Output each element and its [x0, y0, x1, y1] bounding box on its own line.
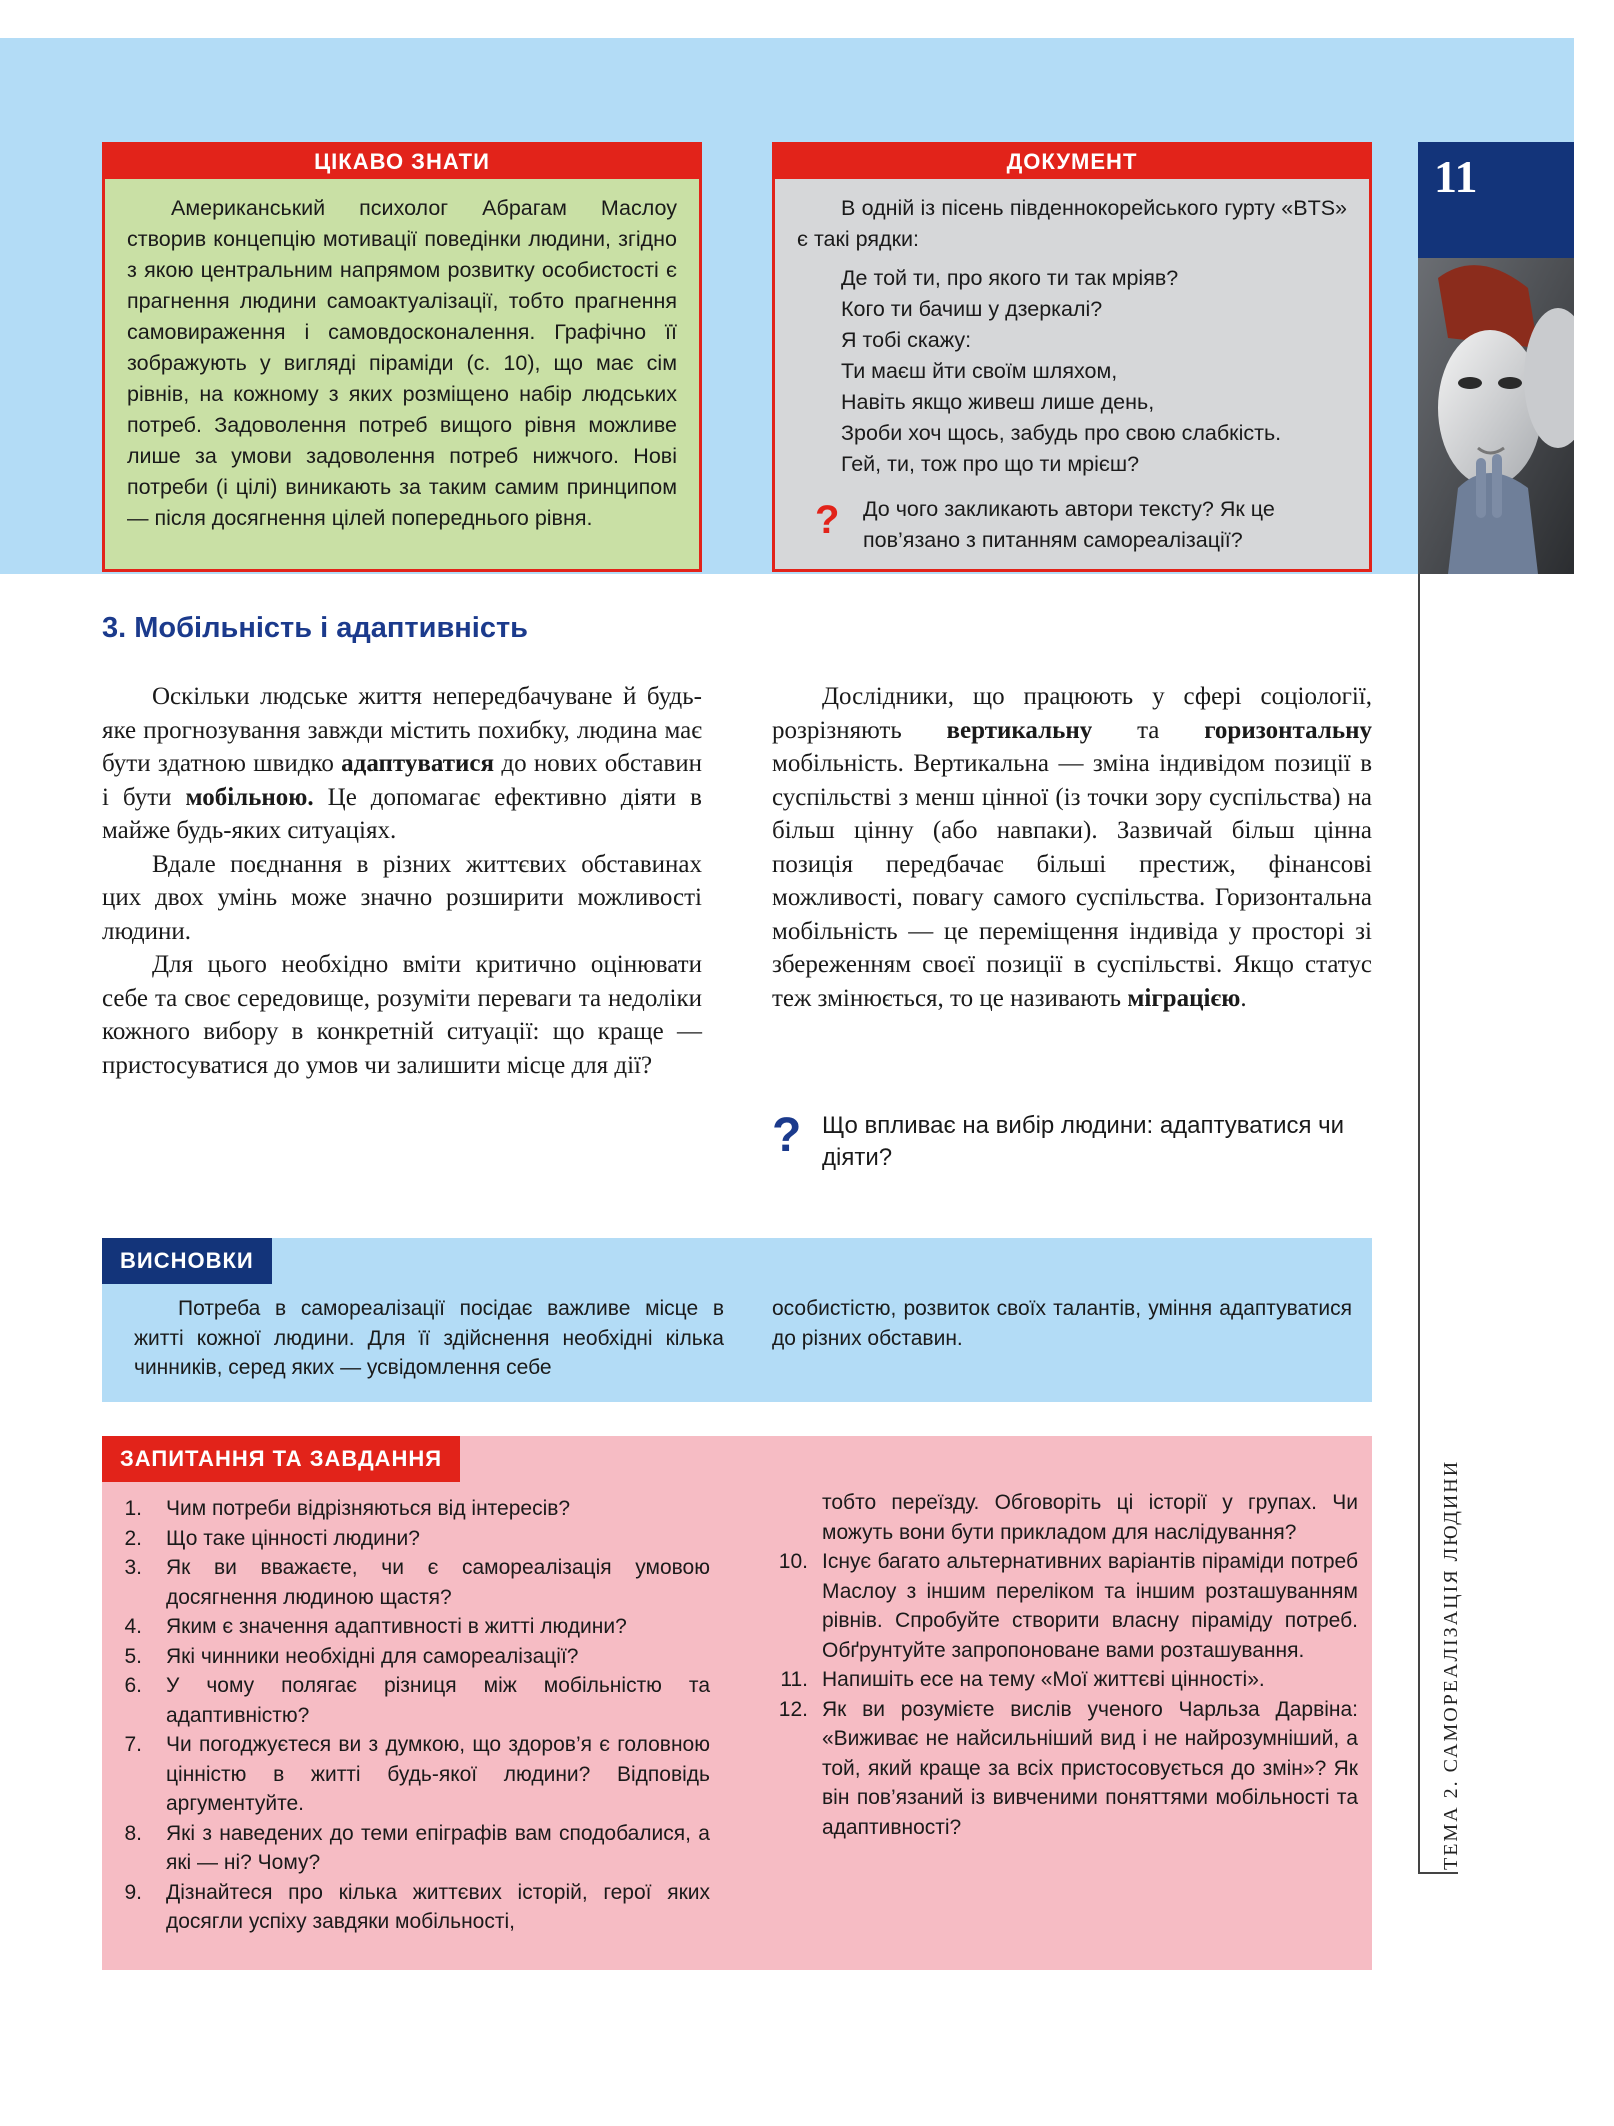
task-item: 10. Існує багато альтернативних варіантів піраміди потреб Маслоу з іншим переліком та іншим розташуванням рівнів. Спробуйте створити власну піраміду потреб. Обґрунтуйте запропоноване вами розташування.	[778, 1550, 1358, 1662]
lyric-line: Де той ти, про якого ти так мріяв?	[841, 266, 1179, 290]
term-adapt: адаптуватися	[341, 750, 495, 777]
left-paragraph-3: Для цього необхідно вміти критично оцінювати себе та своє середовище, розуміти переваги та недоліки кожного вибору в конкретній ситуації: що краще — пристосуватися до умов чи залишити місце для дії?	[102, 951, 702, 1079]
page-number: 11	[1434, 151, 1478, 202]
lyric-line: Ти маєш йти своїм шляхом,	[841, 359, 1118, 383]
interest-box-title: ЦІКАВО ЗНАТИ	[105, 145, 699, 179]
task-item: 6. У чому полягає різниця між мобільністю та адаптивністю?	[124, 1674, 710, 1727]
task-9-continuation: тобто переїзду. Обговоріть ці історії у групах. Чи можуть вони бути прикладом для наслідування?	[822, 1491, 1358, 1544]
task-item: 7. Чи погоджуєтеся ви з думкою, що здоров’я є головною цінністю в житті будь-якої людини? Відповідь аргументуйте.	[124, 1733, 710, 1815]
task-item: 5. Які чинники необхідні для самореалізації?	[124, 1644, 579, 1668]
left-paragraph-1: Оскільки людське життя непередбачуване й будь-яке прогнозування завжди містить похибку, людина має бути здатною швидко адаптуватися до нових обставин і бути мобільною. Це допомагає ефективно діяти в майже будь-яких ситуаціях.	[102, 683, 702, 844]
tasks-left-column	[114, 1494, 710, 1937]
document-intro: В одній із пісень південнокорейського гурту «BTS» є такі рядки:	[797, 196, 1347, 251]
question-mark-icon: ?	[772, 1109, 802, 1162]
conclusions-text-col2: особистістю, розвиток своїх талантів, уміння адаптуватися до різних обставин.	[772, 1297, 1352, 1350]
lyric-line: Кого ти бачиш у дзеркалі?	[841, 297, 1103, 321]
term-mobile: мобільною.	[185, 783, 314, 811]
lyric-line: Гей, ти, тож про що ти мрієш?	[841, 452, 1140, 476]
term-vertical: вертикальну	[946, 716, 1093, 744]
section-question	[772, 1110, 1372, 1174]
lyric-line: Навіть якщо живеш лише день,	[841, 390, 1155, 414]
masks-photo	[1418, 258, 1574, 574]
question-mark-icon: ?	[815, 498, 840, 542]
document-box-title: ДОКУМЕНТ	[775, 145, 1369, 179]
section-title: 3. Мобільність і адаптивність	[102, 612, 529, 644]
task-item: 12. Як ви розумієте вислів ученого Чарльза Дарвіна: «Виживає не найсильніший вид і не найрозумніший, а той, який краще за всіх пристосовується до змін»? Як він пов’язаний із вивченими поняттями мобільності та адаптивності?	[778, 1697, 1358, 1839]
section-right-column	[772, 680, 1372, 1015]
task-item: 2. Що таке цінності людини?	[124, 1526, 420, 1550]
task-item: 8. Які з наведених до теми епіграфів вам сподобалися, а які — ні? Чому?	[124, 1821, 710, 1874]
task-item: 3. Як ви вважаєте, чи є самореалізація умовою досягнення людиною щастя?	[124, 1556, 710, 1609]
lyric-line: Я тобі скажу:	[841, 328, 972, 352]
document-question	[797, 494, 1347, 556]
right-paragraph-1: Дослідники, що працюють у сфері соціології, розрізняють вертикальну та горизонтальну мобільність. Вертикальна — зміна індивідом позиції в суспільстві з менш цінної (із точки зору суспільства) на більш цінну (або навпаки). Зазвичай більш цінна позиція передбачає більші престиж, фінансові можливості, повагу самого суспільства. Горизонтальна мобільність — це переміщення індивіда у просторі зі збереженням своєї позиції в суспільстві. Якщо статус теж змінюється, то це називають міграцією.	[772, 683, 1372, 1012]
tasks-title: ЗАПИТАННЯ ТА ЗАВДАННЯ	[102, 1436, 460, 1482]
term-migration: міграцією	[1127, 984, 1241, 1012]
task-item: 1. Чим потреби відрізняються від інтересів?	[124, 1497, 571, 1520]
side-divider-foot	[1418, 1872, 1458, 1874]
tasks-box	[102, 1436, 1372, 1970]
side-divider	[1418, 574, 1420, 1874]
task-item: 9. Дізнайтеся про кілька життєвих історій, герої яких досягли успіху завдяки мобільності,	[124, 1880, 710, 1933]
task-item: 4. Яким є значення адаптивності в житті людини?	[124, 1615, 627, 1638]
lyric-line: Зроби хоч щось, забудь про свою слабкість.	[841, 421, 1282, 445]
tasks-right-column	[762, 1488, 1358, 1842]
conclusions-box	[102, 1238, 1372, 1402]
document-box	[772, 142, 1372, 572]
interest-box-text: Американський психолог Абрагам Маслоу створив концепцію мотивації поведінки людини, згідно з якою центральним напрямом розвитку особистості є прагнення людини самоактуалізації, тобто прагнення самовираження і самовдосконалення. Графічно її зображують у вигляді піраміди (с. 10), що має сім рівнів, на кожному з яких розміщено набір людських потреб. Задоволення потреб вищого рівня можливе лише за умови задоволення потреб нижчого. Нові потреби (і цілі) виникають за таким самим принципом — після досягнення цілей попереднього рівня.	[127, 196, 677, 530]
section-left-column	[102, 680, 702, 1082]
section-question-text: Що впливає на вибір людини: адаптуватися чи діяти?	[822, 1112, 1345, 1171]
interest-box	[102, 142, 702, 572]
left-paragraph-2: Вдале поєднання в різних життєвих обставинах цих двох умінь може значно розширити можливості людини.	[102, 850, 702, 945]
task-item: 11. Напишіть есе на тему «Мої життєві цінності».	[780, 1668, 1265, 1691]
side-topic-title: ТЕМА 2. САМОРЕАЛІЗАЦІЯ ЛЮДИНИ	[1440, 1459, 1462, 1870]
document-question-text: До чого закликають автори тексту? Як це пов’язано з питанням самореалізації?	[863, 497, 1275, 552]
conclusions-text-col1: Потреба в самореалізації посідає важливе місце в житті кожної людини. Для її здійснення необхідні кілька чинників, серед яких — усвідомлення себе	[134, 1297, 724, 1379]
term-horizontal: горизонтальну	[1204, 716, 1372, 744]
conclusions-title: ВИСНОВКИ	[102, 1238, 272, 1284]
